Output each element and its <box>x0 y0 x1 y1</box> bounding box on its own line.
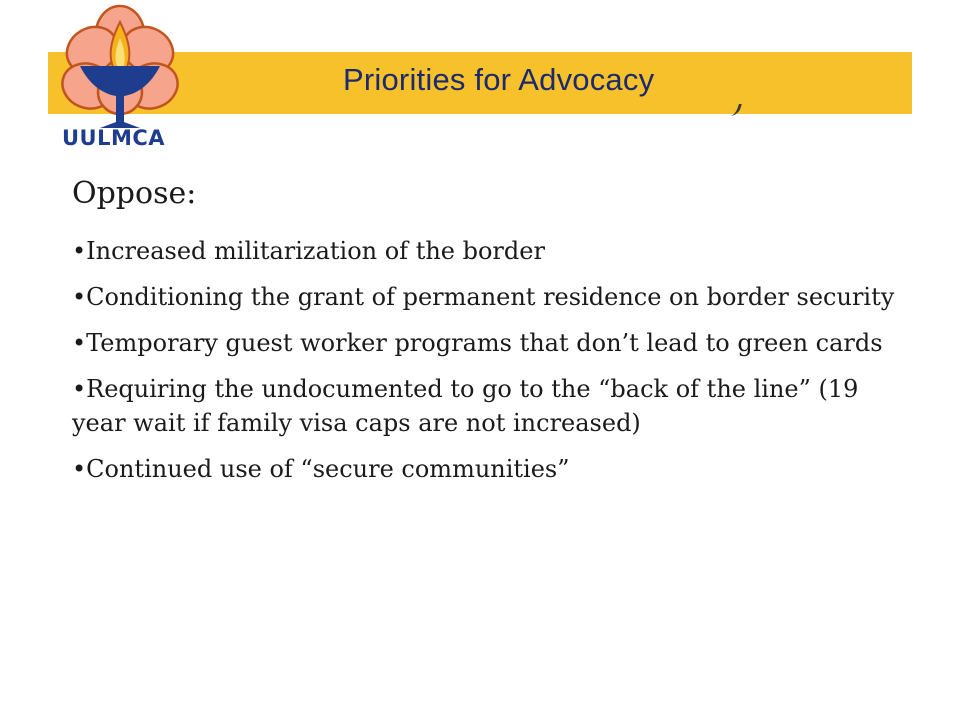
bullet-item: •Conditioning the grant of permanent residence on border security <box>72 283 895 311</box>
bullet-item: •Continued use of “secure communities” <box>72 455 570 483</box>
logo-text: UULMCA <box>62 126 166 150</box>
heading-oppose: Oppose: <box>72 176 197 211</box>
bullet-item: •Temporary guest worker programs that don’t lead to green cards <box>72 329 883 357</box>
bullet-item: •Increased militarization of the border <box>72 237 545 265</box>
title-overflow-mark <box>727 104 742 116</box>
slide-body <box>72 174 902 498</box>
slide-title: Priorities for Advocacy <box>343 62 655 97</box>
bullet-item: •Requiring the undocumented to go to the “back of the line” (19 year wait if family visa caps are not increased) <box>72 375 859 437</box>
